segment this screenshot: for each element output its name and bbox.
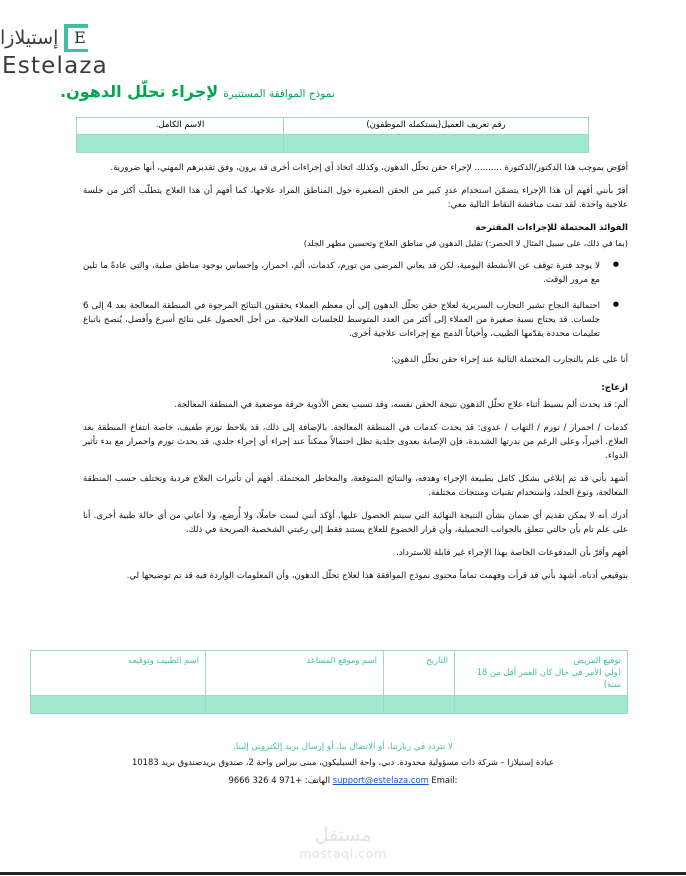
footer-phone-number: +971 4 326 9666 bbox=[228, 775, 303, 786]
assistant-input-cell[interactable] bbox=[206, 696, 384, 714]
signature-table bbox=[30, 650, 628, 714]
logo-letter-e: E bbox=[74, 28, 86, 47]
document-body bbox=[83, 162, 628, 593]
client-id-input-cell[interactable] bbox=[284, 135, 589, 153]
page-bottom-rule bbox=[0, 872, 686, 875]
risk-paragraph-pain: ألم: قد يحدث ألم بسيط أثناء علاج تحلّل الدهون نتيجة الحقن نفسه، وقد تسبب بعض الأدوية حرقة موضعية في المنطقة المعالجة. bbox=[174, 400, 628, 411]
patient-signature-label-line1: توقيع المريض bbox=[573, 655, 621, 665]
table-input-row[interactable] bbox=[77, 135, 589, 153]
column-header-full-name: الاسم الكامل. bbox=[77, 118, 284, 135]
patient-identity-table bbox=[76, 117, 589, 153]
logo-arabic-text: إستيلازا bbox=[0, 26, 59, 49]
benefits-heading: الفوائد المحتملة للإجراءات المقترحة bbox=[475, 222, 628, 233]
patient-signature-label-line2: (ولي الأمر في حال كان العمر أقل من 18 سنة) bbox=[476, 667, 621, 690]
risks-lead-line: أنا على علم بالتجارب المحتملة التالية عند إجراء حقن تحلّل الدهون: bbox=[390, 354, 628, 365]
doctor-input-cell[interactable] bbox=[31, 696, 206, 714]
logo-latin-text: Estelaza bbox=[2, 53, 108, 79]
column-header-date: التاريخ bbox=[384, 651, 455, 696]
watermark-arabic: مستقل bbox=[314, 824, 372, 846]
patient-signature-input-cell[interactable] bbox=[455, 696, 628, 714]
risk-paragraph-refund: أفهم وأقرّ بأن المدفوعات الخاصة بهذا الإجراء غير قابلة للاسترداد. bbox=[396, 547, 628, 558]
risk-paragraph-no-guarantee: أدرك أنه لا يمكن تقديم أي ضمان بشأن النتيجة النهائية التي سيتم الحصول عليها. أؤكد أنني لست حاملًا، ولا أُرضع، ولا أعاني من أي حالة طبية أخرى. أنا على علم تام بأن حالتي تتعلق بالجوانب التجميلية، وأن قرار الخضوع للعلاج يستند فقط إلى رغبتي الشخصية الصريحة في ذلك. bbox=[83, 510, 628, 535]
list-item: ● لا يوجد فترة توقف عن الأنشطة اليومية، لكن قد يعاني المرضى من تورم، كدمات، ألم، احمرار، وإحساس بوجود مناطق صلبة، والتي عادةً ما تلين مع مرور الوقت. bbox=[83, 260, 610, 288]
intro-paragraph-2: أقرّ بأنني أفهم أن هذا الإجراء يتضمّن استخدام عددٍ كبير من الحقن الصغيرة حول المناطق المراد علاجها، كما أفهم أن هذا العلاج يتطلّب أكثر من جلسة علاجية واحدة. لقد تمت مناقشة النقاط التالية معي: bbox=[83, 185, 628, 210]
risks-heading: ازعاج: bbox=[601, 382, 628, 393]
full-name-input-cell[interactable] bbox=[77, 135, 284, 153]
risk-paragraph-bruising: كدمات / احمرار / تورم / التهاب / عدوى: قد يحدث كدمات في المنطقة المعالجة. بالإضافة إلى ذلك، قد يلاحظ تورم طفيف، خاصة انتفاخ المنطقة بعد العلاج. أخيراً، وعلى الرغم من ندرتها الشديدة، فإن الإصابة بعدوى جلدية تظل احتمالاً ممكناً عند إجراء أي إجراء جلدي. قد يحدث تورم واحمرار مع بدء تأثير الدواء. bbox=[83, 423, 628, 462]
risk-paragraph-declaration: بتوقيعي أدناه، أشهد بأني قد قرأت وفهمت تماماً محتوى نموذج الموافقة هذا لعلاج تحلّل الدهون، وأن المعلومات الواردة فيه قد تم توضيحها لي. bbox=[126, 570, 628, 581]
footer-email-label: Email: bbox=[431, 775, 458, 786]
signature-input-row[interactable] bbox=[31, 696, 628, 714]
brand-logo bbox=[0, 24, 616, 78]
footer-invite-text: لا تتردد في زيارتنا، أو الاتصال بنا، أو إرسال بريد إلكتروني إلينا. bbox=[233, 742, 453, 752]
title-main: لإجراء تحلّل الدهون. bbox=[60, 82, 219, 101]
footer-email-address[interactable]: support@estelaza.com bbox=[332, 775, 429, 786]
column-header-assistant: اسم وموقع المساعد bbox=[206, 651, 384, 696]
watermark-latin: mostaql.com bbox=[299, 846, 387, 861]
page-title bbox=[60, 82, 616, 101]
footer-contact-row bbox=[58, 773, 628, 789]
signature-header-row bbox=[31, 651, 628, 696]
benefits-list bbox=[83, 260, 628, 342]
estelaza-logo-icon bbox=[64, 24, 92, 52]
footer-phone-label: الهاتف: bbox=[304, 775, 331, 786]
intro-paragraph-1: أفوّض بموجب هذا الدكتور/الدكتورة .......... لإجراء حقن تحلّل الدهون، وكذلك اتخاذ أي إجراءات أخرى قد يرون، وفق تقديرهم المهني، أنها ضرورية. bbox=[110, 163, 628, 173]
benefits-note: (بما في ذلك، على سبيل المثال لا الحصر:) تقليل الدهون في مناطق العلاج وتحسين مظهر الجلد) bbox=[303, 237, 628, 248]
logo-row bbox=[0, 24, 92, 52]
document-footer bbox=[58, 739, 628, 789]
list-item: ● احتمالية النجاح تشير التجارب السريرية لعلاج حقن تحلّل الدهون إلى أن معظم العملاء يحققون النتائج المرجوة في المنطقة المعالجة بعد 4 إلى 6 جلسات. قد يحتاج نسبة صغيرة من العملاء إلى أكثر من العدد المتوسط للجلسات العلاجية. من أجل الحصول على نتائج أسرع وأفضل، يُنصح باتباع تعليمات محددة يقدّمها الطبيب، وأحياناً الدمج مع إجراءات علاجية أخرى. bbox=[83, 300, 610, 342]
footer-address: عيادة إستيلازا – شركة ذات مسؤولية محدودة. دبي، واحة السيليكون، مبنى نيراس واحة 2، صندوق بريدصندوق بريد 10183 bbox=[131, 757, 555, 768]
title-prefix: نموذج الموافقة المستنيرة bbox=[223, 88, 335, 100]
column-header-patient-signature bbox=[455, 651, 628, 696]
risk-paragraph-informed: أشهد بأني قد تم إبلاغي بشكل كامل بطبيعة الإجراء وهدفه، والنتائج المتوقعة، والمخاطر المحتملة. أفهم أن تأثيرات العلاج فردية وتختلف حسب المنطقة المعالجة، ونوع الجلد، واستخدام تقنيات ومنتجات مختلفة. bbox=[83, 474, 628, 499]
table-header-row bbox=[77, 118, 589, 135]
column-header-client-id: رقم تعريف العميل(يستكمله الموظفون) bbox=[284, 118, 589, 135]
mostaql-watermark bbox=[0, 826, 686, 863]
date-input-cell[interactable] bbox=[384, 696, 455, 714]
column-header-doctor: اسم الطبيب وتوقيعه bbox=[31, 651, 206, 696]
